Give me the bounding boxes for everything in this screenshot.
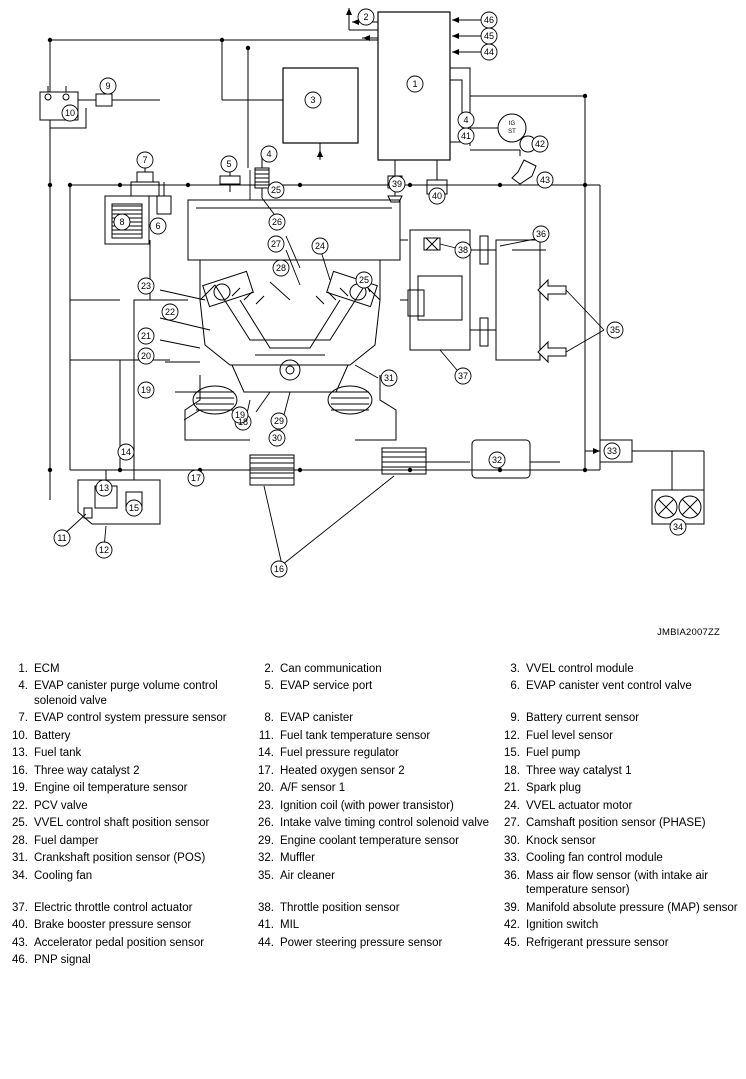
callout-10: 10: [64, 108, 76, 118]
legend-item: [254, 762, 492, 780]
callout-12: 12: [98, 545, 110, 555]
legend-number: 1.: [18, 662, 28, 675]
svg-text:IG: IG: [508, 121, 516, 127]
callout-31: 31: [383, 373, 395, 383]
legend-label: Engine coolant temperature sensor: [280, 834, 459, 847]
callout-20: 20: [140, 351, 152, 361]
callout-19: 19: [234, 410, 246, 420]
legend-item: [254, 660, 492, 678]
legend-number: 42.: [504, 919, 520, 931]
legend-item: [8, 815, 246, 833]
legend-label: EVAP canister: [280, 712, 354, 724]
legend-item: [8, 745, 246, 763]
legend-label: Spark plug: [526, 782, 581, 794]
legend-label: Electric throttle control actuator: [34, 901, 193, 914]
legend-number: 8.: [264, 712, 274, 724]
legend-label: VVEL control shaft position sensor: [34, 817, 210, 829]
legend-label: Cooling fan: [34, 869, 93, 882]
legend-label: PCV valve: [34, 799, 88, 812]
legend-label: Cooling fan control module: [526, 852, 663, 864]
callout-40: 40: [431, 191, 443, 201]
legend-label: Power steering pressure sensor: [280, 936, 443, 949]
legend-number: 27.: [504, 817, 520, 829]
callout-41: 41: [460, 131, 472, 141]
legend-number: 33.: [504, 852, 520, 864]
callout-8: 8: [119, 217, 125, 227]
callout-13: 13: [98, 483, 110, 493]
legend-number: 32.: [258, 852, 274, 864]
legend-label: A/F sensor 1: [280, 782, 346, 794]
legend-item: [500, 850, 738, 868]
legend-item: [500, 867, 738, 899]
callout-33: 33: [606, 446, 618, 456]
legend-label: Fuel pump: [526, 747, 581, 759]
legend-number: 19.: [12, 782, 28, 794]
legend-number: 25.: [12, 817, 28, 829]
legend-label: Accelerator pedal position sensor: [34, 936, 205, 949]
callout-15: 15: [128, 503, 140, 513]
legend-number: 46.: [12, 954, 28, 966]
callout-17: 17: [190, 473, 202, 483]
legend-number: 37.: [12, 901, 28, 914]
callout-25b: 25: [358, 275, 370, 285]
legend-label: Heated oxygen sensor 2: [280, 764, 405, 777]
legend-item: [8, 678, 246, 710]
legend-label: Ignition coil (with power transistor): [280, 799, 454, 812]
callout-1: 1: [412, 79, 418, 89]
legend-label: MIL: [280, 919, 300, 931]
legend-item: [8, 867, 246, 899]
legend-number: 29.: [258, 834, 274, 847]
legend-number: 12.: [504, 729, 520, 742]
callout-21: 21: [140, 331, 152, 341]
legend-label: VVEL actuator motor: [526, 799, 633, 812]
callout-36: 36: [535, 229, 547, 239]
callout-39: 39: [391, 179, 403, 189]
legend-item: [254, 917, 492, 935]
legend-item: [8, 832, 246, 850]
legend-number: 34.: [12, 869, 28, 882]
legend-number: 43.: [12, 936, 28, 949]
legend-item: [8, 710, 246, 728]
legend-grid: [8, 660, 738, 969]
legend-number: 5.: [264, 680, 274, 692]
legend-item: [8, 797, 246, 815]
legend-item: [254, 899, 492, 917]
legend-item: [500, 727, 738, 745]
legend-number: 10.: [12, 729, 28, 742]
callout-14: 14: [120, 447, 132, 457]
legend-number: 39.: [504, 901, 520, 914]
legend-label: Engine oil temperature sensor: [34, 782, 188, 794]
legend-number: 13.: [12, 747, 28, 759]
legend-label: Throttle position sensor: [280, 901, 400, 914]
callout-44: 44: [483, 47, 495, 57]
callout-7: 7: [142, 155, 148, 165]
legend-label: Can communication: [280, 662, 382, 675]
callout-30: 30: [271, 433, 283, 443]
legend-number: 35.: [258, 869, 274, 882]
callout-6: 6: [155, 221, 161, 231]
callout-11: 11: [57, 533, 67, 543]
legend-item: [500, 780, 738, 798]
callout-28: 28: [275, 263, 287, 273]
legend-number: 22.: [12, 799, 28, 812]
legend-label: Muffler: [280, 852, 315, 864]
callout-43: 43: [539, 175, 551, 185]
legend-label: Camshaft position sensor (PHASE): [526, 817, 706, 829]
callout-26: 26: [271, 217, 283, 227]
legend-item: [500, 797, 738, 815]
legend-label: Fuel tank: [34, 747, 82, 759]
legend: [8, 660, 738, 969]
legend-label: PNP signal: [34, 954, 91, 966]
legend-item: [8, 952, 246, 970]
legend-label: VVEL control module: [526, 662, 634, 675]
legend-number: 38.: [258, 901, 274, 914]
legend-item: [8, 899, 246, 917]
callout-25: 25: [270, 185, 282, 195]
legend-item: [500, 832, 738, 850]
legend-number: 2.: [264, 662, 274, 675]
legend-label: Brake booster pressure sensor: [34, 919, 192, 931]
legend-label: Manifold absolute pressure (MAP) sensor: [526, 901, 738, 914]
legend-number: 24.: [504, 799, 520, 812]
legend-item: [500, 917, 738, 935]
legend-label: Refrigerant pressure sensor: [526, 936, 669, 949]
callout-42: 42: [534, 139, 546, 149]
legend-item: [254, 797, 492, 815]
legend-number: 36.: [504, 869, 520, 882]
legend-label: EVAP canister purge volume control solenoid valve: [34, 680, 218, 707]
legend-item: [8, 934, 246, 952]
legend-item: [8, 780, 246, 798]
legend-number: 23.: [258, 799, 274, 812]
legend-label: Intake valve timing control solenoid valve: [280, 817, 490, 829]
legend-label: ECM: [34, 662, 60, 675]
legend-label: Battery current sensor: [526, 712, 640, 724]
callout-18: 18: [237, 417, 249, 427]
legend-number: 28.: [12, 834, 28, 847]
legend-item: [500, 762, 738, 780]
callout-37: 37: [457, 371, 469, 381]
legend-number: 18.: [504, 764, 520, 777]
legend-item: [500, 815, 738, 833]
legend-item: [500, 899, 738, 917]
callout-24: 24: [314, 241, 326, 251]
legend-item: [254, 710, 492, 728]
callout-45: 45: [483, 31, 495, 41]
legend-label: Three way catalyst 1: [526, 764, 632, 777]
legend-number: 20.: [258, 782, 274, 794]
callout-19b: 19: [140, 385, 152, 395]
legend-label: Ignition switch: [526, 919, 599, 931]
legend-item: [254, 850, 492, 868]
callout-5: 5: [226, 159, 232, 169]
legend-number: 11.: [258, 729, 274, 742]
legend-number: 17.: [258, 764, 274, 777]
figure-code: JMBIA2007ZZ: [657, 627, 720, 638]
callout-22: 22: [164, 307, 176, 317]
legend-item: [500, 710, 738, 728]
callout-9: 9: [105, 81, 111, 91]
callout-16: 16: [273, 564, 285, 574]
legend-number: 6.: [510, 680, 520, 692]
legend-item: [254, 934, 492, 952]
legend-label: Knock sensor: [526, 834, 596, 847]
legend-number: 15.: [504, 747, 520, 759]
callout-27: 27: [270, 239, 282, 249]
legend-number: 9.: [510, 712, 520, 724]
legend-number: 16.: [12, 764, 28, 777]
legend-item: [254, 678, 492, 710]
callout-32: 32: [491, 455, 503, 465]
legend-number: 4.: [18, 680, 28, 692]
legend-number: 45.: [504, 936, 520, 949]
legend-item: [254, 727, 492, 745]
legend-label: Three way catalyst 2: [34, 764, 140, 777]
legend-number: 30.: [504, 834, 520, 847]
callout-29: 29: [273, 416, 285, 426]
legend-label: Crankshaft position sensor (POS): [34, 852, 206, 864]
callout-4: 4: [266, 149, 272, 159]
legend-item: [254, 867, 492, 899]
legend-item: [8, 660, 246, 678]
legend-label: EVAP control system pressure sensor: [34, 712, 227, 724]
legend-label: Fuel damper: [34, 834, 99, 847]
legend-number: 26.: [258, 817, 274, 829]
legend-item: [8, 850, 246, 868]
legend-item: [500, 660, 738, 678]
legend-item: [500, 934, 738, 952]
legend-number: 14.: [258, 747, 274, 759]
legend-label: Fuel pressure regulator: [280, 747, 399, 759]
legend-item: [8, 762, 246, 780]
legend-item: [254, 780, 492, 798]
legend-number: 40.: [12, 919, 28, 931]
legend-number: 7.: [18, 712, 28, 724]
callout-3: 3: [310, 95, 316, 105]
callout-38: 38: [457, 245, 469, 255]
callout-4b: 4: [463, 115, 469, 125]
legend-item: [254, 745, 492, 763]
legend-label: Fuel level sensor: [526, 729, 613, 742]
legend-label: EVAP service port: [280, 680, 373, 692]
legend-number: 31.: [12, 852, 28, 864]
legend-item: [254, 832, 492, 850]
legend-item: [254, 815, 492, 833]
callout-23: 23: [140, 281, 152, 291]
legend-label: Battery: [34, 729, 71, 742]
callout-2: 2: [363, 12, 369, 22]
legend-label: Fuel tank temperature sensor: [280, 729, 431, 742]
legend-item: [500, 745, 738, 763]
legend-number: 44.: [258, 936, 274, 949]
legend-label: Air cleaner: [280, 869, 335, 882]
legend-item: [8, 917, 246, 935]
svg-text:ST: ST: [508, 129, 516, 135]
legend-number: 21.: [504, 782, 520, 794]
callout-46: 46: [483, 15, 495, 25]
legend-label: EVAP canister vent control valve: [526, 680, 692, 692]
callout-34: 34: [672, 522, 684, 532]
callout-35: 35: [609, 325, 621, 335]
legend-item: [8, 727, 246, 745]
legend-item: [500, 678, 738, 710]
legend-label: Mass air flow sensor (with intake air temperature sensor): [526, 869, 709, 896]
legend-number: 41.: [258, 919, 274, 931]
legend-number: 3.: [510, 662, 520, 675]
